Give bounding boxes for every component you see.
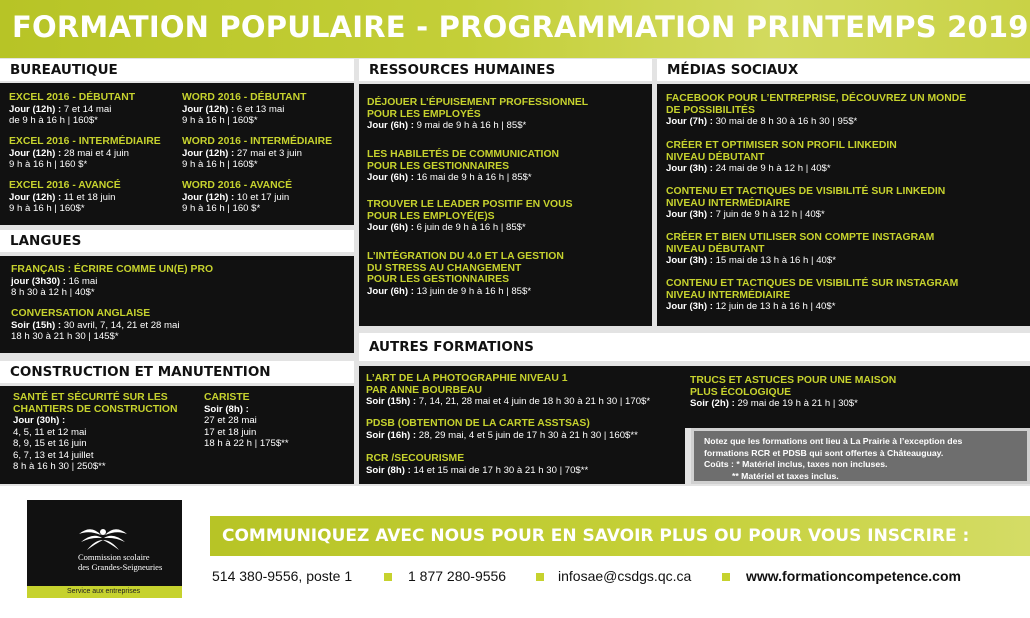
course-title: PLUS ÉCOLOGIQUE bbox=[690, 386, 792, 398]
course-title: CHANTIERS DE CONSTRUCTION bbox=[13, 403, 178, 415]
panel-medias bbox=[657, 84, 1030, 326]
course-dates: 28 mai et 4 juin bbox=[63, 147, 129, 159]
course-detail: 9 mai de 9 h à 16 h | 85$* bbox=[416, 120, 527, 131]
course-dates: 27 mai et 3 juin bbox=[236, 147, 302, 159]
course-word-avance bbox=[182, 180, 292, 215]
course-title: CONTENU ET TACTIQUES DE VISIBILITÉ SUR INSTAGRAM bbox=[666, 278, 959, 289]
logo bbox=[27, 500, 182, 598]
course-excel-debutant bbox=[9, 92, 135, 127]
course-detail: 13 juin de 9 h à 16 h | 85$* bbox=[416, 285, 532, 297]
course-label: Jour (12h) : bbox=[182, 191, 235, 203]
course-title: POUR LES GESTIONNAIRES bbox=[367, 274, 510, 285]
course-cariste bbox=[204, 392, 289, 450]
course-price: 9 h à 16 h | 160$* bbox=[182, 159, 258, 170]
course-detail: 7 juin de 9 h à 12 h | 40$* bbox=[715, 209, 825, 220]
course-label: Jour (12h) : bbox=[9, 191, 62, 203]
panel-autres-right bbox=[685, 366, 1030, 428]
logo-line: Commission scolaire bbox=[78, 552, 150, 562]
course-dates: 7 et 14 mai bbox=[63, 103, 112, 115]
course-title: DE POSSIBILITÉS bbox=[666, 104, 755, 116]
course-title: NIVEAU INTERMÉDIAIRE bbox=[666, 289, 791, 301]
course-dates: 16 mai bbox=[68, 275, 98, 287]
course-title: NIVEAU INTERMÉDIAIRE bbox=[666, 197, 791, 209]
course-title: CRÉER ET BIEN UTILISER SON COMPTE INSTAGRAM bbox=[666, 232, 935, 243]
course-title: WORD 2016 - DÉBUTANT bbox=[182, 92, 307, 103]
course-label: Jour (6h) : bbox=[367, 172, 414, 183]
cta-text: COMMUNIQUEZ AVEC NOUS POUR EN SAVOIR PLUS OU POUR VOUS INSCRIRE : bbox=[222, 526, 970, 546]
section-heading-medias: MÉDIAS SOCIAUX bbox=[657, 59, 1030, 81]
cta-banner bbox=[210, 516, 1030, 556]
course-title: CONVERSATION ANGLAISE bbox=[11, 308, 151, 319]
course-detail: 15 mai de 13 h à 16 h | 40$* bbox=[715, 255, 836, 266]
course-dates: 30 avril, 7, 14, 21 et 28 mai bbox=[63, 319, 180, 331]
course-title: LES HABILETÉS DE COMMUNICATION bbox=[367, 149, 560, 160]
course-title: WORD 2016 - AVANCÉ bbox=[182, 180, 293, 191]
course-detail: 7, 14, 21, 28 mai et 4 juin de 18 h 30 à 21 h 30 | 170$* bbox=[418, 396, 651, 407]
bullet-icon bbox=[722, 573, 730, 581]
logo-tagline: Service aux entreprises bbox=[27, 586, 182, 598]
course-price: de 9 h à 16 h | 160$* bbox=[9, 115, 98, 126]
course-title: NIVEAU DÉBUTANT bbox=[666, 243, 765, 255]
logo-line: des Grandes-Seigneuries bbox=[78, 562, 163, 572]
course-title: DU STRESS AU CHANGEMENT bbox=[367, 262, 522, 274]
email-link[interactable]: infosae@csdgs.qc.ca bbox=[558, 568, 692, 584]
course-label: Jour (3h) : bbox=[666, 163, 713, 174]
note-line: formations RCR et PDSB qui sont offertes à Châteauguay. bbox=[704, 447, 944, 458]
course-title: PAR ANNE BOURBEAU bbox=[366, 384, 483, 396]
section-heading-bureautique: BUREAUTIQUE bbox=[0, 59, 354, 81]
course-title: RCR /SECOURISME bbox=[366, 453, 465, 464]
course-detail: 6 juin de 9 h à 16 h | 85$* bbox=[416, 222, 526, 233]
course-linkedin-debutant bbox=[666, 140, 897, 175]
panel-langues bbox=[0, 256, 354, 353]
course-title: FRANÇAIS : ÉCRIRE COMME UN(E) PRO bbox=[11, 264, 214, 275]
course-label: Soir (8h) : bbox=[204, 403, 249, 415]
note-line: Notez que les formations ont lieu à La Prairie à l’exception des bbox=[704, 436, 963, 446]
course-excel-avance bbox=[9, 180, 121, 215]
course-detail: 24 mai de 9 h à 12 h | 40$* bbox=[715, 163, 831, 174]
course-habiletes bbox=[367, 149, 559, 184]
course-detail: 14 et 15 mai de 17 h 30 à 21 h 30 | 70$** bbox=[413, 464, 589, 476]
course-label: Soir (8h) : bbox=[366, 464, 411, 476]
course-label: Soir (15h) : bbox=[11, 319, 62, 331]
course-epuisement bbox=[367, 97, 588, 132]
note-line: Coûts : * Matériel inclus, taxes non incluses. bbox=[704, 459, 888, 469]
course-sante-securite bbox=[13, 392, 178, 473]
course-price: 9 h à 16 h | 160 $* bbox=[182, 203, 261, 214]
course-excel-intermediaire bbox=[9, 136, 161, 171]
logo-text bbox=[78, 552, 162, 572]
course-pdsb bbox=[366, 418, 638, 441]
section-heading-rh: RESSOURCES HUMAINES bbox=[359, 59, 652, 81]
course-label: Jour (3h) : bbox=[666, 301, 713, 312]
course-label: Jour (7h) : bbox=[666, 116, 713, 127]
course-title: POUR LES EMPLOYÉ(E)S bbox=[367, 210, 495, 222]
course-integration-40 bbox=[367, 251, 564, 297]
section-heading-construction: CONSTRUCTION ET MANUTENTION bbox=[0, 361, 354, 383]
course-title: TROUVER LE LEADER POSITIF EN VOUS bbox=[367, 199, 573, 210]
course-title: WORD 2016 - INTERMÉDIAIRE bbox=[182, 136, 333, 147]
panel-bureautique bbox=[0, 83, 354, 225]
course-price: 9 h à 16 h | 160 $* bbox=[9, 159, 88, 170]
course-price: 18 h à 22 h | 175$** bbox=[204, 438, 289, 449]
course-title: EXCEL 2016 - DÉBUTANT bbox=[9, 92, 136, 103]
course-dates: 6, 7, 13 et 14 juillet bbox=[13, 449, 94, 461]
course-label: Jour (6h) : bbox=[367, 222, 414, 233]
course-leader-positif bbox=[367, 199, 573, 234]
course-detail: 30 mai de 8 h 30 à 16 h 30 | 95$* bbox=[715, 116, 858, 127]
course-label: Jour (12h) : bbox=[182, 147, 235, 159]
course-title: FACEBOOK POUR L’ENTREPRISE, DÉCOUVREZ UN MONDE bbox=[666, 93, 967, 104]
section-heading-langues: LANGUES bbox=[0, 230, 354, 252]
course-linkedin-intermediaire bbox=[666, 186, 945, 221]
course-instagram-debutant bbox=[666, 232, 934, 267]
course-dates: 8, 9, 15 et 16 juin bbox=[13, 438, 87, 449]
course-maison-ecologique bbox=[690, 375, 896, 410]
course-title: POUR LES GESTIONNAIRES bbox=[367, 160, 510, 172]
course-title: TRUCS ET ASTUCES POUR UNE MAISON bbox=[690, 375, 897, 386]
course-title: PDSB (OBTENTION DE LA CARTE ASSTSAS) bbox=[366, 418, 590, 429]
course-label: Jour (12h) : bbox=[182, 103, 235, 115]
course-title: EXCEL 2016 - AVANCÉ bbox=[9, 180, 121, 191]
course-label: Jour (30h) : bbox=[13, 415, 66, 426]
course-word-intermediaire bbox=[182, 136, 332, 171]
course-label: Soir (2h) : bbox=[690, 398, 735, 409]
course-detail: 16 mai de 9 h à 16 h | 85$* bbox=[416, 172, 532, 183]
course-word-debutant bbox=[182, 92, 307, 127]
phone-toll-free[interactable]: 1 877 280-9556 bbox=[408, 568, 507, 584]
course-label: Jour (6h) : bbox=[367, 285, 414, 297]
course-detail: 29 mai de 19 h à 21 h | 30$* bbox=[737, 398, 858, 409]
course-label: Soir (15h) : bbox=[366, 396, 417, 407]
course-title: CRÉER ET OPTIMISER SON PROFIL LINKEDIN bbox=[666, 140, 897, 151]
course-price: 8 h à 16 h 30 | 250$** bbox=[13, 461, 106, 472]
course-label: Jour (3h) : bbox=[666, 209, 713, 220]
panel-construction bbox=[0, 386, 354, 484]
bullet-icon bbox=[536, 573, 544, 581]
course-dates: 11 et 18 juin bbox=[63, 191, 116, 203]
course-label: Jour (12h) : bbox=[9, 147, 62, 159]
course-detail: 28, 29 mai, 4 et 5 juin de 17 h 30 à 21 h 30 | 160$** bbox=[418, 429, 638, 441]
course-dates: 6 et 13 mai bbox=[236, 103, 285, 115]
course-title: L’INTÉGRATION DU 4.0 ET LA GESTION bbox=[367, 251, 564, 262]
course-title: CARISTE bbox=[204, 392, 250, 403]
course-title: CONTENU ET TACTIQUES DE VISIBILITÉ SUR LINKEDIN bbox=[666, 186, 946, 197]
course-price: 9 h à 16 h | 160$* bbox=[9, 203, 85, 214]
course-dates: 10 et 17 juin bbox=[236, 191, 290, 203]
course-title: EXCEL 2016 - INTERMÉDIAIRE bbox=[9, 136, 161, 147]
course-francais bbox=[11, 264, 213, 299]
course-dates: 4, 5, 11 et 12 mai bbox=[13, 426, 87, 438]
course-title: NIVEAU DÉBUTANT bbox=[666, 151, 765, 163]
course-conversation-anglaise bbox=[11, 308, 180, 343]
title-banner bbox=[0, 0, 1030, 58]
note-line: ** Matériel et taxes inclus. bbox=[732, 470, 839, 481]
website-link[interactable]: www.formationcompetence.com bbox=[746, 568, 961, 584]
course-label: jour (3h30) : bbox=[11, 275, 66, 287]
course-price: 9 h à 16 h | 160$* bbox=[182, 115, 258, 126]
course-title: SANTÉ ET SÉCURITÉ SUR LES bbox=[13, 392, 168, 403]
course-facebook bbox=[666, 93, 966, 128]
bullet-icon bbox=[384, 573, 392, 581]
panel-autres-left bbox=[359, 366, 685, 484]
course-title: DÉJOUER L’ÉPUISEMENT PROFESSIONNEL bbox=[367, 97, 589, 108]
panel-rh bbox=[359, 84, 652, 326]
course-title: POUR LES EMPLOYÉS bbox=[367, 108, 481, 120]
course-photographie bbox=[366, 373, 650, 408]
course-detail: 12 juin de 13 h à 16 h | 40$* bbox=[715, 301, 836, 312]
note-box bbox=[691, 428, 1030, 484]
section-heading-autres: AUTRES FORMATIONS bbox=[359, 333, 1030, 361]
course-label: Jour (3h) : bbox=[666, 255, 713, 266]
course-label: Jour (12h) : bbox=[9, 103, 62, 115]
course-label: Jour (6h) : bbox=[367, 120, 414, 131]
phone-local[interactable]: 514 380-9556, poste 1 bbox=[212, 568, 353, 584]
course-dates: 17 et 18 juin bbox=[204, 426, 257, 438]
course-rcr bbox=[366, 453, 588, 476]
course-price: 18 h 30 à 21 h 30 | 145$* bbox=[11, 331, 119, 342]
course-price: 8 h 30 à 12 h | 40$* bbox=[11, 287, 95, 298]
course-instagram-intermediaire bbox=[666, 278, 958, 313]
course-label: Soir (16h) : bbox=[366, 429, 417, 441]
course-dates: 27 et 28 mai bbox=[204, 415, 257, 426]
course-title: L’ART DE LA PHOTOGRAPHIE NIVEAU 1 bbox=[366, 373, 568, 384]
page-title: FORMATION POPULAIRE - PROGRAMMATION PRINTEMPS 2019 bbox=[12, 10, 1029, 44]
